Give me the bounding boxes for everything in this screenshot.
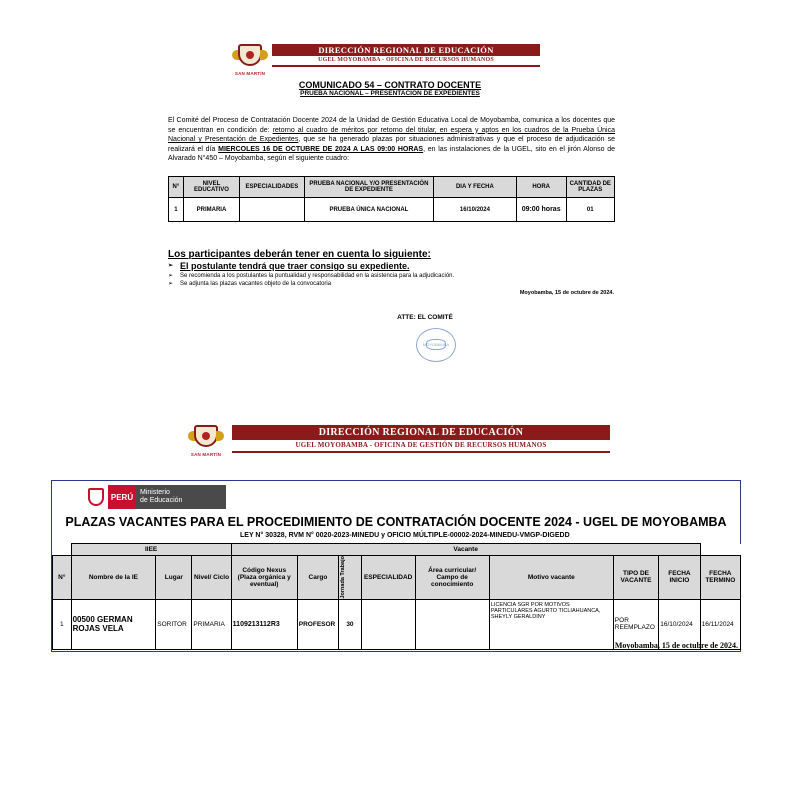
vacancies-law: LEY N° 30328, RVM N° 0020-2023-MINEDU y OFICIO MÚLTIPLE-00002-2024-MINEDU-VMGP-DIGEDD [240, 532, 570, 539]
table-cell: POR REEMPLAZO [613, 599, 658, 649]
col-header: Área curricular/ Campo de conocimiento [415, 556, 489, 600]
regional-crest-icon [188, 425, 224, 457]
signoff: ATTE: EL COMITÉ [397, 314, 453, 321]
col-header: Nombre de la IE [71, 556, 156, 600]
communique-title: COMUNICADO 54 – CONTRATO DOCENTE [298, 80, 482, 90]
body-text-3: , en las instalaciones de la UGEL, sito en el jirón Alonso de Alvarado N°450 – Moyobamba, según el siguiente cuadro: [168, 145, 615, 163]
notes-date: Moyobamba, 15 de octubre de 2024. [519, 290, 614, 296]
table-cell: 01 [566, 198, 614, 222]
adjudication-table [168, 176, 615, 222]
table-row [169, 198, 615, 222]
ministry-line2: de Educación [140, 497, 183, 504]
crest-caption: SAN MARTÍN [234, 71, 266, 76]
table-cell: 00500 GERMAN ROJAS VELA [71, 599, 156, 649]
table-cell: 1 [53, 599, 72, 649]
communique-subtitle: PRUEBA NACIONAL – PRESENTACIÓN DE EXPEDIENTES [300, 90, 480, 97]
regional-crest-icon [232, 44, 268, 76]
vacancies-table [52, 543, 741, 650]
col-header: HORA [516, 177, 566, 198]
table-cell: 09:00 horas [516, 198, 566, 222]
table-header-row [53, 556, 741, 600]
body-text-underlined: retorno al cuadro de méritos por retorno del titular, en espera y aptos en los cuadros de la Prueba Única Nacional y Presentación de Expedientes [168, 126, 615, 144]
banner-title: DIRECCIÓN REGIONAL DE EDUCACIÓN [272, 44, 540, 56]
table-cell: 1109213112R3 [231, 599, 297, 649]
notes-list [168, 261, 618, 288]
col-header: CANTIDAD DE PLAZAS [566, 177, 614, 198]
ministry-line1: Ministerio [140, 489, 170, 496]
ministry-label [136, 485, 226, 509]
col-header [339, 556, 362, 600]
col-header: TIPO DE VACANTE [613, 556, 658, 600]
list-item: ➢ El postulante tendrá que traer consigo su expediente. [168, 261, 618, 272]
peru-label: PERÚ [108, 485, 136, 509]
table-cell [240, 198, 305, 222]
table-cell: 16/10/2024 [434, 198, 517, 222]
col-header: N° [53, 556, 72, 600]
second-header [188, 425, 610, 457]
table-cell: PRIMARIA [183, 198, 239, 222]
col-header: ESPECIALIDADES [240, 177, 305, 198]
list-item: ➢ Se adjunta las plazas vacantes objeto de la convocatoria [168, 280, 618, 288]
body-text-1: El Comité del Proceso de Contratación Docente 2024 de la Unidad de Gestión Educativa Local de Moyobamba, comunica a los docentes que se encuentran en condición de: [168, 117, 615, 134]
top-header [232, 44, 540, 76]
col-header: Lugar [156, 556, 192, 600]
table-cell: 1 [169, 198, 184, 222]
body-text-2: , que se ha generado plazas por situaciones administrativas y que el proceso de adjudicación se realizará el día [168, 136, 615, 153]
col-header: DIA Y FECHA [434, 177, 517, 198]
vacancies-date: Moyobamba, 15 de octubre de 2024. [614, 641, 738, 650]
col-header: NIVEL EDUCATIVO [183, 177, 239, 198]
table-header-row [169, 177, 615, 198]
banner-subtitle: UGEL MOYOBAMBA - OFICINA DE GESTIÓN DE RECURSOS HUMANOS [232, 440, 610, 453]
minedu-logo [84, 485, 226, 509]
group-header-vacante: Vacante [231, 544, 700, 556]
vacancies-title: PLAZAS VACANTES PARA EL PROCEDIMIENTO DE CONTRATACIÓN DOCENTE 2024 - UGEL DE MOYOBAMBA [65, 515, 727, 529]
notes-heading: Los participantes deberán tener en cuenta lo siguiente: [168, 249, 431, 260]
col-header: Cargo [297, 556, 338, 600]
table-cell [415, 599, 489, 649]
crest-caption: SAN MARTÍN [190, 452, 222, 457]
table-cell: 16/11/2024 [700, 599, 740, 649]
col-header: N° [169, 177, 184, 198]
body-text-date: MIERCOLES 16 DE OCTUBRE DE 2024 A LAS 09:00 HORAS [218, 145, 424, 153]
col-header: Motivo vacante [489, 556, 613, 600]
list-item: ➢ Se recomienda a los postulantes la puntualidad y responsabilidad en la asistencia para la adjudicación. [168, 272, 618, 280]
communique-body [168, 116, 615, 164]
col-header: Nivel/ Ciclo [192, 556, 231, 600]
banner-subtitle: UGEL MOYOBAMBA - OFICINA DE RECURSOS HUMANOS [272, 56, 540, 67]
table-cell: 16/10/2024 [659, 599, 700, 649]
header-banner [272, 44, 540, 67]
table-cell: 30 [339, 599, 362, 649]
stamp-text: MOYOBAMBA [422, 342, 450, 347]
table-cell: PRUEBA ÚNICA NACIONAL [304, 198, 433, 222]
col-header: ESPECIALIDAD [361, 556, 415, 600]
table-cell: LICENCIA SGR POR MOTIVOS PARTICULARES AGURTO TICLIAHUANCA, SHEYLY GERALDINY [489, 599, 613, 649]
table-group-row [53, 544, 741, 556]
group-header-iiee: IIEE [71, 544, 231, 556]
banner-title: DIRECCIÓN REGIONAL DE EDUCACIÓN [232, 425, 610, 440]
col-header: Código Nexus (Plaza orgánica y eventual) [231, 556, 297, 600]
table-cell: PROFESOR [297, 599, 338, 649]
table-cell: SORITOR [156, 599, 192, 649]
col-header-vertical: Jornada Trabajo [340, 556, 347, 599]
header-banner [232, 425, 610, 453]
col-header: FECHA TERMINO [700, 556, 740, 600]
col-header: FECHA INICIO [659, 556, 700, 600]
col-header: PRUEBA NACIONAL Y/O PRESENTACIÓN DE EXPEDIENTE [304, 177, 433, 198]
seal-stamp-icon [416, 328, 456, 362]
table-cell [361, 599, 415, 649]
peru-coat-of-arms-icon [84, 485, 108, 509]
table-cell: PRIMARIA [192, 599, 231, 649]
